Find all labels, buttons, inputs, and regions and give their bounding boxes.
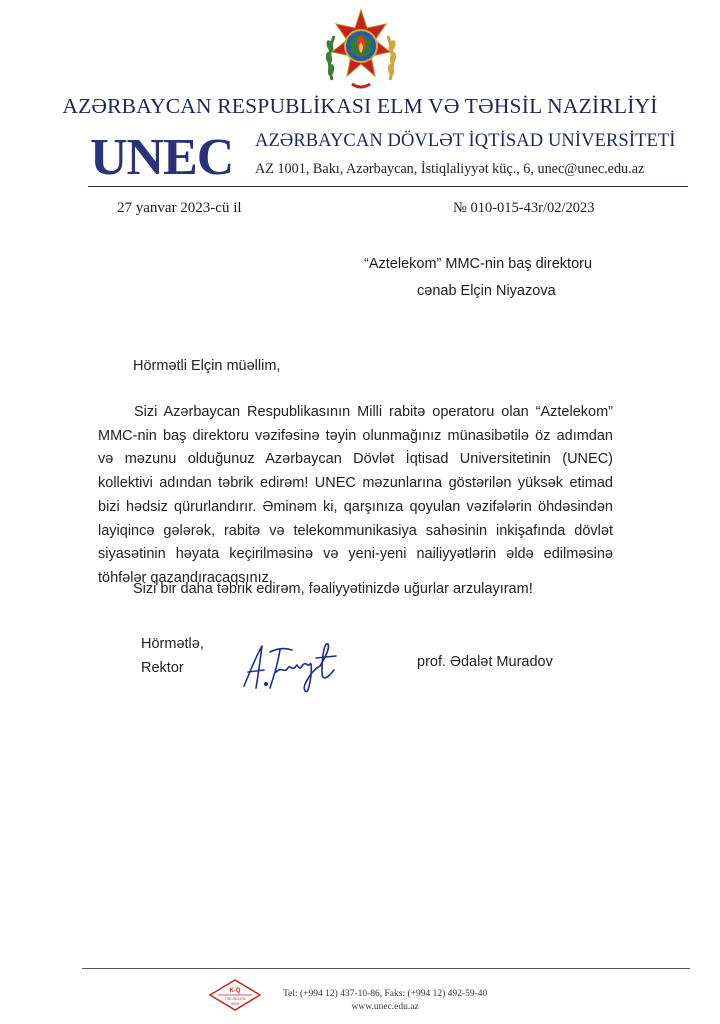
main-paragraph: Sizi Azərbaycan Respublikasının Milli rabitə operatoru olan “Aztelekom” MMC-nin baş direktoru vəzifəsinə təyin olunmağınız münasibətilə öz adımdan və məzunu olduğunuz Azərbaycan Dövlət İqtisad Universitetinin (UNEC) kollektivi adından təbrik edirəm! UNEC məzunlarına göstərilən yüksək etimad bizi hədsiz qürurlandırır. Əminəm ki, qarşınıza qoyulan vəzifələrin öhdəsindən layiqincə gələrək, rabitə və telekommunikasiya sahəsinin inkişafında dövlət siyasətinin həyata keçirilməsinə və yeni-yeni nailiyyətlərin əldə edilməsinə töhfələr qazandıracaqsınız. xyxy=(98,404,613,586)
salutation: Hörmətli Elçin müəllim, xyxy=(133,358,281,374)
regards-text: Hörmətlə, xyxy=(141,636,204,652)
iso-certification-logo xyxy=(208,978,262,1012)
closing-paragraph: Sizi bir daha təbrik edirəm, fəaliyyətinizdə uğurlar arzulayıram! xyxy=(133,581,533,597)
footer-website: www.unec.edu.az xyxy=(351,1002,419,1012)
recipient-name: cənab Elçin Niyazova xyxy=(417,283,556,299)
university-name: AZƏRBAYCAN DÖVLƏT İQTİSAD UNİVERSİTETİ xyxy=(255,131,676,151)
letter-date: 27 yanvar 2023-cü il xyxy=(117,200,242,216)
signatory-position: Rektor xyxy=(141,660,184,676)
header-divider xyxy=(88,186,688,187)
svg-text:TSE-ISO-EN: TSE-ISO-EN xyxy=(224,997,246,1001)
university-address: AZ 1001, Bakı, Azərbaycan, İstiqlaliyyət küç., 6, unec@unec.edu.az xyxy=(255,161,645,177)
unec-logo: UNEC xyxy=(90,129,234,186)
footer-phone-fax: Tel: (+994 12) 437-10-86, Faks: (+994 12) 492-59-40 xyxy=(283,989,488,999)
letter-number: № 010-015-43r/02/2023 xyxy=(453,200,595,216)
state-emblem-icon xyxy=(322,6,400,92)
footer-divider xyxy=(82,968,690,969)
handwritten-signature xyxy=(236,638,346,694)
footer-contact xyxy=(283,988,487,1014)
ministry-name: AZƏRBAYCAN RESPUBLİKASI ELM VƏ TƏHSİL NAZİRLİYİ xyxy=(62,94,658,118)
recipient-title: “Aztelekom” MMC-nin baş direktoru xyxy=(364,256,593,272)
svg-text:K-Q: K-Q xyxy=(229,988,241,994)
signatory-name: prof. Ədalət Muradov xyxy=(417,654,553,670)
sign-off xyxy=(141,632,204,680)
svg-text:9000: 9000 xyxy=(231,1002,239,1006)
